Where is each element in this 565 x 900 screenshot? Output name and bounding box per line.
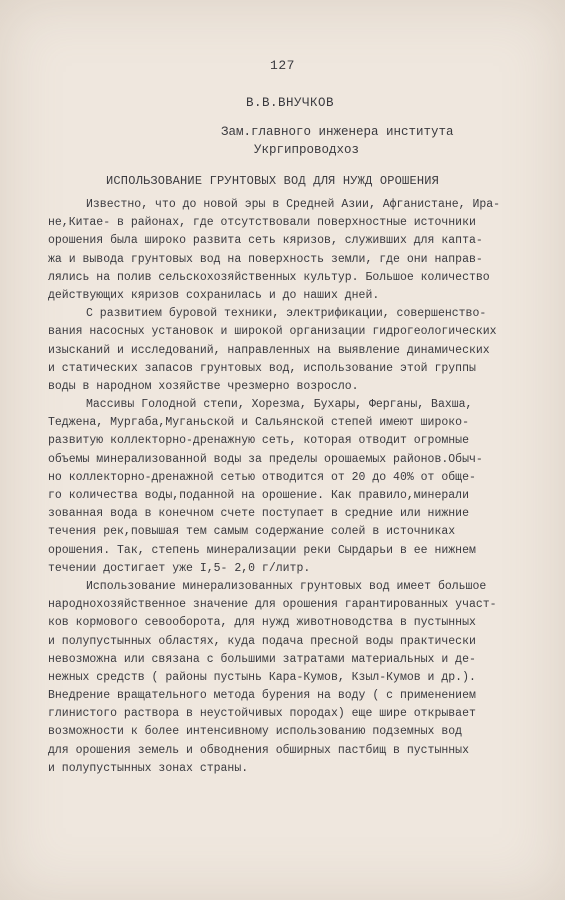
paragraph-line: зованная вода в конечном счете поступает в средние или нижние <box>48 507 469 521</box>
paragraph-line: жа и вывода грунтовых вод на поверхность земли, где они направ- <box>48 252 483 266</box>
paragraph-line: развитую коллекторно-дренажную сеть, которая отводит огромные <box>48 434 469 448</box>
article-title: ИСПОЛЬЗОВАНИЕ ГРУНТОВЫХ ВОД ДЛЯ НУЖД ОРОШЕНИЯ <box>106 174 440 188</box>
paragraph-line: народнохозяйственное значение для орошения гарантированных участ- <box>48 598 497 612</box>
paragraph-line: Использование минерализованных грунтовых вод имеет большое <box>86 579 487 593</box>
author-organization: Укргипроводхоз <box>254 143 360 157</box>
paragraph-line: и полупустынных зонах страны. <box>48 761 249 775</box>
article-body <box>48 196 548 778</box>
page-number: 127 <box>270 58 295 73</box>
paragraph-line: изысканий и исследований, направленных на выявление динамических <box>48 343 490 357</box>
paragraph-line: вания насосных установок и широкой организации гидрогеологических <box>48 325 497 339</box>
paragraph-line: и полупустынных областях, куда подача пресной воды практически <box>48 634 476 648</box>
paragraph-line: ков кормового севооборота, для нужд животноводства в пустынных <box>48 616 476 630</box>
paragraph-line: действующих кяризов сохранилась и до наших дней. <box>48 288 380 302</box>
author-position: Зам.главного инженера института <box>221 125 454 139</box>
paragraph-line: Внедрение вращательного метода бурения на воду ( с применением <box>48 689 476 703</box>
paragraph-line: невозможна или связана с большими затратами материальных и де- <box>48 652 476 666</box>
paragraph-line: глинистого раствора в неустойчивых породах) еще шире открывает <box>48 707 476 721</box>
paragraph-line: нежных средств ( районы пустынь Кара-Кумов, Кзыл-Кумов и др.). <box>48 670 476 684</box>
paragraph-line: и статических запасов грунтовых вод, использование этой группы <box>48 361 476 375</box>
author-name: В.В.ВНУЧКОВ <box>246 96 335 110</box>
paragraph-line: Известно, что до новой эры в Средней Азии, Афганистане, Ира- <box>86 198 501 211</box>
paragraph-line: объемы минерализованной воды за пределы орошаемых районов.Обыч- <box>48 452 483 466</box>
paragraph-line: возможности к более интенсивному использованию подземных вод <box>48 725 463 739</box>
paragraph-line: воды в народном хозяйстве чрезмерно возросло. <box>48 379 359 393</box>
paragraph-line: орошения была широко развита сеть кяризов, служивших для капта- <box>48 234 483 248</box>
paragraph-line: го количества воды,поданной на орошение. Как правило,минерали <box>48 489 469 502</box>
paragraph-line: течения рек,повышая тем самым содержание солей в источниках <box>48 525 456 539</box>
paragraph-line: не,Китае- в районах, где отсутствовали поверхностные источники <box>48 216 476 230</box>
paragraph-line: лялись на полив сельскохозяйственных культур. Большое количество <box>48 270 490 284</box>
paragraph-line: но коллекторно-дренажной сетью отводится от 20 до 40% от обще- <box>48 470 476 484</box>
paragraph-line: течении достигает уже I,5- 2,0 г/литр. <box>48 561 311 575</box>
paragraph-line: Теджена, Мургаба,Муганьской и Сальянской степей имеют широко- <box>48 416 469 430</box>
paragraph-line: для орошения земель и обводнения обширных пастбищ в пустынных <box>48 743 469 757</box>
paragraph-line: орошения. Так, степень минерализации реки Сырдарьи в ее нижнем <box>48 543 476 557</box>
paragraph-line: Массивы Голодной степи, Хорезма, Бухары, Ферганы, Вахша, <box>86 398 473 412</box>
paragraph-line: С развитием буровой техники, электрификации, совершенство- <box>86 307 487 321</box>
